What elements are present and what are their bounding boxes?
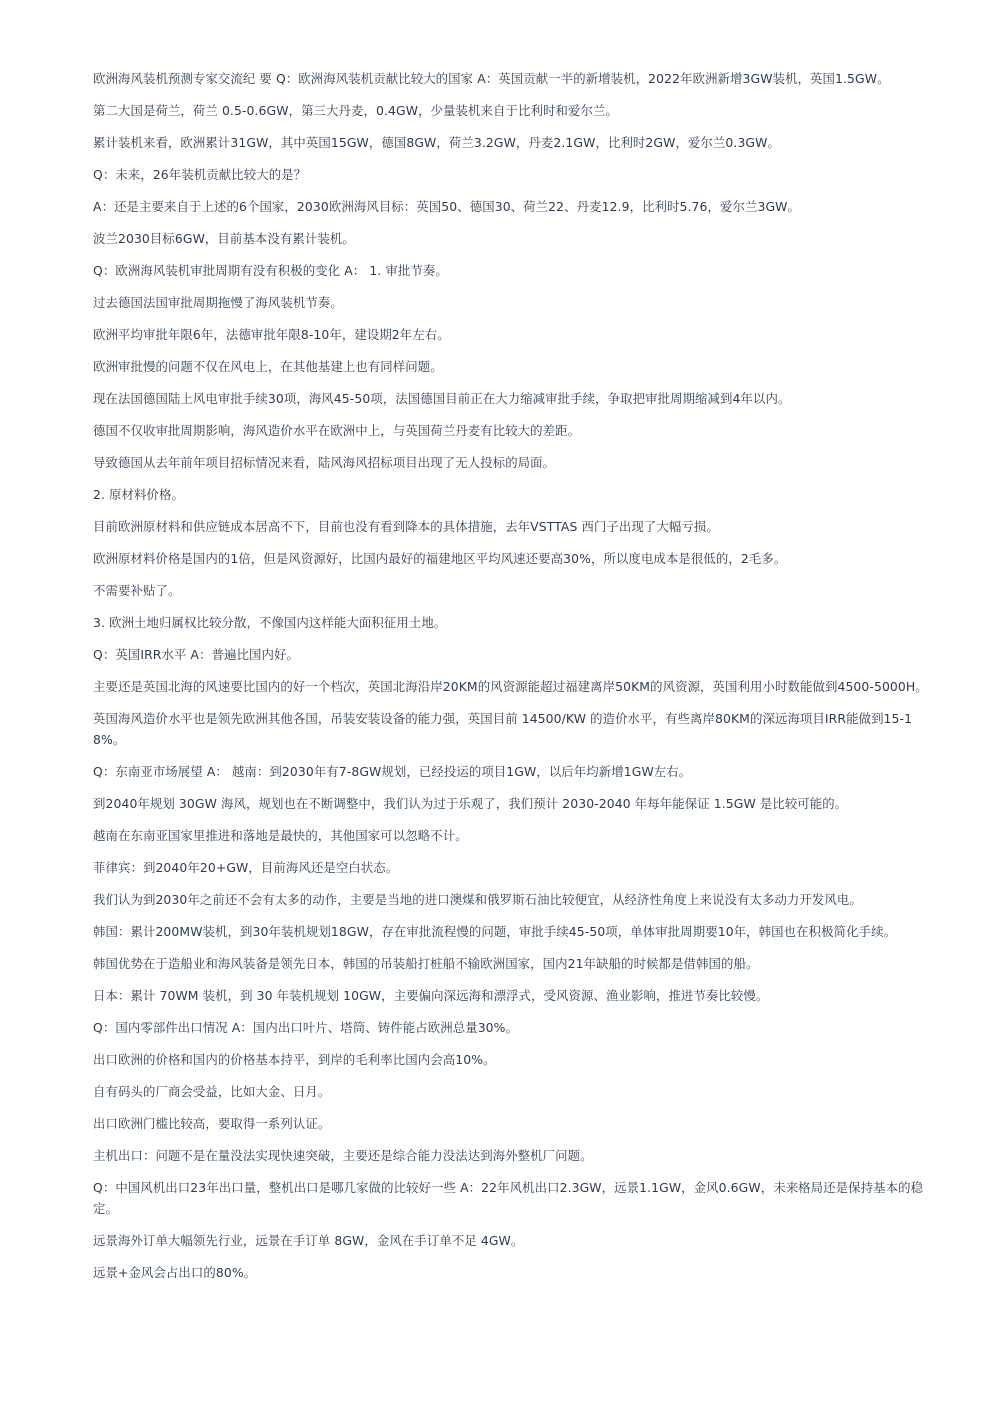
paragraph: Q：中国风机出口23年出口量，整机出口是哪几家做的比较好一些 A：22年风机出口2.3GW，远景1.1GW，金风0.6GW，未来格局还是保持基本的稳定。	[93, 1180, 924, 1216]
paragraph: 过去德国法国审批周期拖慢了海风装机节奏。	[93, 295, 343, 310]
paragraph: 导致德国从去年前年项目招标情况来看，陆风海风招标项目出现了无人投标的局面。	[93, 455, 556, 470]
document-body	[93, 68, 943, 1294]
paragraph: Q：欧洲海风装机审批周期有没有积极的变化 A： 1. 审批节奏。	[93, 263, 448, 278]
paragraph: Q：国内零部件出口情况 A：国内出口叶片、塔筒、铸件能占欧洲总量30%。	[93, 1020, 519, 1035]
paragraph: 欧洲审批慢的问题不仅在风电上，在其他基建上也有同样问题。	[93, 359, 443, 374]
paragraph: A：还是主要来自于上述的6个国家，2030欧洲海风目标：英国50、德国30、荷兰22、丹麦12.9，比利时5.76，爱尔兰3GW。	[93, 199, 801, 214]
paragraph: 累计装机来看，欧洲累计31GW，其中英国15GW，德国8GW，荷兰3.2GW，丹麦2.1GW，比利时2GW，爱尔兰0.3GW。	[93, 135, 780, 150]
paragraph: 德国不仅收审批周期影响，海风造价水平在欧洲中上，与英国荷兰丹麦有比较大的差距。	[93, 423, 581, 438]
paragraph: 出口欧洲的价格和国内的价格基本持平，到岸的毛利率比国内会高10%。	[93, 1052, 496, 1067]
paragraph: 主要还是英国北海的风速要比国内的好一个档次，英国北海沿岸20KM的风资源能超过福建离岸50KM的风资源，英国利用小时数能做到4500-5000H。	[93, 679, 928, 694]
paragraph: 目前欧洲原材料和供应链成本居高不下，目前也没有看到降本的具体措施，去年VSTTAS 西门子出现了大幅亏损。	[93, 519, 719, 534]
paragraph: 欧洲平均审批年限6年，法德审批年限8-10年，建设期2年左右。	[93, 327, 450, 342]
paragraph: Q：东南亚市场展望 A： 越南：到2030年有7-8GW规划，已经投运的项目1GW，以后年均新增1GW左右。	[93, 764, 692, 779]
paragraph: 2. 原材料价格。	[93, 487, 185, 502]
paragraph: Q：英国IRR水平 A：普遍比国内好。	[93, 647, 300, 662]
paragraph: 英国海风造价水平也是领先欧洲其他各国，吊装安装设备的能力强，英国目前 14500/KW 的造价水平，有些离岸80KM的深远海项目IRR能做到15-18%。	[93, 711, 913, 747]
paragraph: 欧洲原材料价格是国内的1倍，但是风资源好，比国内最好的福建地区平均风速还要高30%，所以度电成本是很低的，2毛多。	[93, 551, 787, 566]
paragraph: 菲律宾：到2040年20+GW，目前海风还是空白状态。	[93, 860, 399, 875]
paragraph: 韩国优势在于造船业和海风装备是领先日本，韩国的吊装船打桩船不输欧洲国家，国内21年缺船的时候都是借韩国的船。	[93, 956, 759, 971]
paragraph: 出口欧洲门槛比较高，要取得一系列认证。	[93, 1116, 331, 1131]
paragraph: 主机出口：问题不是在量没法实现快速突破，主要还是综合能力没法达到海外整机厂问题。	[93, 1148, 593, 1163]
paragraph: 到2040年规划 30GW 海风，规划也在不断调整中，我们认为过于乐观了，我们预计 2030-2040 年每年能保证 1.5GW 是比较可能的。	[93, 796, 848, 811]
paragraph: 欧洲海风装机预测专家交流纪 要 Q：欧洲海风装机贡献比较大的国家 A：英国贡献一半的新增装机，2022年欧洲新增3GW装机，英国1.5GW。	[93, 71, 890, 86]
paragraph: 第二大国是荷兰，荷兰 0.5-0.6GW，第三大丹麦，0.4GW，少量装机来自于比利时和爱尔兰。	[93, 103, 618, 118]
paragraph: 远景+金风会占出口的80%。	[93, 1265, 257, 1280]
paragraph: 远景海外订单大幅领先行业，远景在手订单 8GW，金风在手订单不足 4GW。	[93, 1233, 524, 1248]
paragraph: 我们认为到2030年之前还不会有太多的动作，主要是当地的进口澳煤和俄罗斯石油比较便宜，从经济性角度上来说没有太多动力开发风电。	[93, 892, 862, 907]
paragraph: 不需要补贴了。	[93, 583, 181, 598]
paragraph: Q：未来，26年装机贡献比较大的是？	[93, 167, 307, 182]
paragraph: 日本：累计 70WM 装机，到 30 年装机规划 10GW，主要偏向深远海和漂浮式，受风资源、渔业影响，推进节奏比较慢。	[93, 988, 769, 1003]
paragraph: 越南在东南亚国家里推进和落地是最快的，其他国家可以忽略不计。	[93, 828, 468, 843]
paragraph: 自有码头的厂商会受益，比如大金、日月。	[93, 1084, 331, 1099]
paragraph: 韩国：累计200MW装机，到30年装机规划18GW，存在审批流程慢的问题，审批手续45-50项，单体审批周期要10年，韩国也在积极简化手续。	[93, 924, 897, 939]
paragraph: 现在法国德国陆上风电审批手续30项，海风45-50项，法国德国目前正在大力缩减审批手续，争取把审批周期缩减到4年以内。	[93, 391, 791, 406]
paragraph: 3. 欧洲土地归属权比较分散，不像国内这样能大面积征用土地。	[93, 615, 447, 630]
paragraph: 波兰2030目标6GW，目前基本没有累计装机。	[93, 231, 355, 246]
